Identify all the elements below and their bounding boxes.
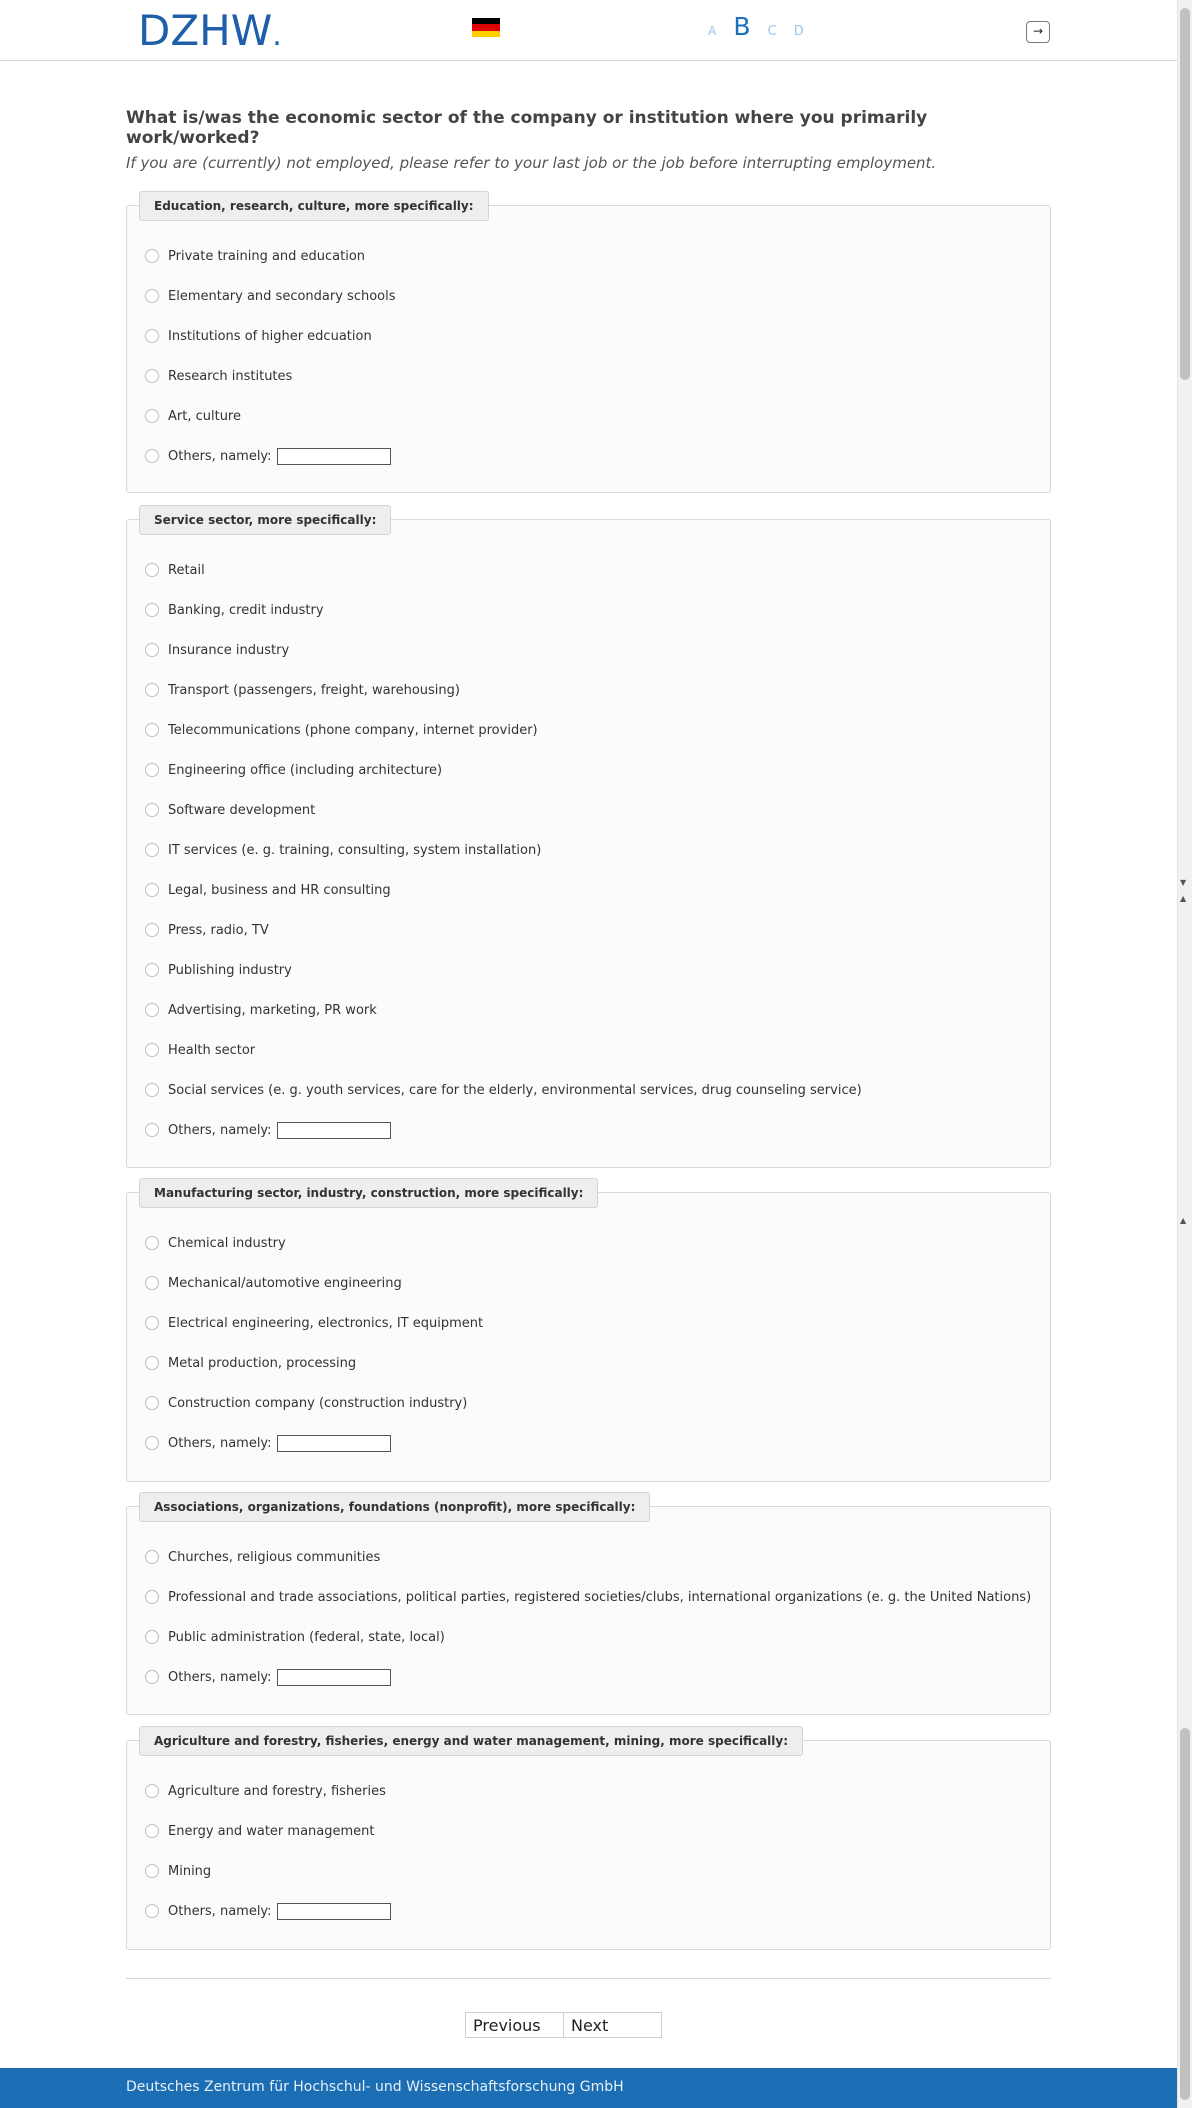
group-legend: Agriculture and forestry, fisheries, energy and water management, mining, more specifically:: [139, 1726, 803, 1756]
option-label: Construction company (construction industry): [168, 1395, 468, 1411]
radio-option[interactable]: [145, 1627, 445, 1647]
radio-button[interactable]: [145, 1864, 159, 1878]
option-label: Churches, religious communities: [168, 1549, 381, 1565]
option-label: Telecommunications (phone company, internet provider): [168, 722, 538, 738]
radio-button[interactable]: [145, 1396, 159, 1410]
option-label: Software development: [168, 802, 316, 818]
option-label: Agriculture and forestry, fisheries: [168, 1783, 386, 1799]
other-label: Others, namely:: [168, 448, 272, 464]
option-label: Professional and trade associations, political parties, registered societies/clubs, international organizations (e. g. the United Nations): [168, 1589, 1032, 1605]
question-instruction: If you are (currently) not employed, please refer to your last job or the job before interrupting employment.: [126, 154, 937, 172]
font-size-a[interactable]: A: [708, 24, 717, 38]
radio-option[interactable]: [145, 1353, 356, 1373]
radio-button[interactable]: [145, 763, 159, 777]
radio-option[interactable]: [145, 960, 292, 980]
flag-stripe-gold: [472, 31, 500, 37]
radio-option[interactable]: [145, 760, 442, 780]
navigation-buttons: [465, 2012, 661, 2036]
option-label: Public administration (federal, state, local): [168, 1629, 445, 1645]
radio-option[interactable]: [145, 286, 396, 306]
dzhw-logo[interactable]: [138, 6, 282, 55]
other-label: Others, namely:: [168, 1903, 272, 1919]
other-text-input[interactable]: [277, 1903, 391, 1920]
radio-button[interactable]: [145, 963, 159, 977]
radio-button[interactable]: [145, 1123, 159, 1137]
radio-button[interactable]: [145, 1083, 159, 1097]
option-label: Engineering office (including architecture): [168, 762, 443, 778]
radio-option[interactable]: [145, 1587, 1031, 1607]
divider: [126, 1978, 1051, 1979]
radio-option[interactable]: [145, 1233, 286, 1253]
option-label: Institutions of higher edcuation: [168, 328, 372, 344]
font-size-d[interactable]: D: [793, 24, 804, 39]
radio-option[interactable]: [145, 680, 460, 700]
sector-group: [126, 1186, 1051, 1482]
radio-button[interactable]: [145, 1550, 159, 1564]
scroll-up-arrow-icon[interactable]: ▲: [1180, 894, 1187, 903]
radio-option-other[interactable]: [145, 1901, 391, 1921]
previous-button[interactable]: Previous: [465, 2012, 564, 2038]
radio-option[interactable]: [145, 560, 205, 580]
other-text-input[interactable]: [277, 448, 391, 465]
option-label: Banking, credit industry: [168, 602, 324, 618]
radio-option[interactable]: [145, 840, 541, 860]
other-text-input[interactable]: [277, 1435, 391, 1452]
other-label: Others, namely:: [168, 1669, 272, 1685]
radio-option[interactable]: [145, 366, 292, 386]
sector-group: [126, 1734, 1051, 1950]
radio-option-other[interactable]: [145, 1667, 391, 1687]
radio-option[interactable]: [145, 1313, 483, 1333]
radio-button[interactable]: [145, 449, 159, 463]
radio-button[interactable]: [145, 1904, 159, 1918]
radio-option[interactable]: [145, 880, 391, 900]
other-label: Others, namely:: [168, 1435, 272, 1451]
radio-option-other[interactable]: [145, 1120, 391, 1140]
option-label: Advertising, marketing, PR work: [168, 1002, 377, 1018]
option-label: Transport (passengers, freight, warehousing): [168, 682, 460, 698]
logo-dot: .: [272, 18, 282, 53]
radio-option[interactable]: [145, 1393, 467, 1413]
option-label: Press, radio, TV: [168, 922, 269, 938]
scroll-up-arrow-icon[interactable]: ▲: [1180, 1216, 1187, 1225]
page-footer: [0, 2068, 1177, 2108]
radio-button[interactable]: [145, 803, 159, 817]
next-button[interactable]: Next: [563, 2012, 662, 2038]
option-label: Private training and education: [168, 248, 366, 264]
font-size-c[interactable]: C: [767, 24, 777, 39]
radio-option[interactable]: [145, 1040, 255, 1060]
radio-option[interactable]: [145, 720, 538, 740]
logo-text: DZHW: [138, 6, 273, 55]
radio-button[interactable]: [145, 1236, 159, 1250]
scrollbar-thumb-lower[interactable]: [1180, 1728, 1190, 2100]
sector-group: [126, 1500, 1051, 1715]
radio-button[interactable]: [145, 329, 159, 343]
radio-option[interactable]: [145, 1273, 402, 1293]
page-header: [0, 0, 1177, 61]
radio-option[interactable]: [145, 406, 241, 426]
group-legend: Service sector, more specifically:: [139, 505, 391, 535]
option-label: Electrical engineering, electronics, IT equipment: [168, 1315, 484, 1331]
option-label: Retail: [168, 562, 205, 578]
radio-button[interactable]: [145, 1630, 159, 1644]
radio-option-other[interactable]: [145, 446, 391, 466]
radio-button[interactable]: [145, 923, 159, 937]
radio-option[interactable]: [145, 326, 372, 346]
option-label: Social services (e. g. youth services, care for the elderly, environmental services, drug counseling service): [168, 1082, 862, 1098]
option-label: IT services (e. g. training, consulting, system installation): [168, 842, 542, 858]
radio-option[interactable]: [145, 1547, 380, 1567]
scroll-down-arrow-icon[interactable]: ▼: [1180, 878, 1187, 887]
option-label: Legal, business and HR consulting: [168, 882, 391, 898]
sector-group: [126, 199, 1051, 493]
radio-button[interactable]: [145, 1043, 159, 1057]
radio-button[interactable]: [145, 369, 159, 383]
sector-group: [126, 513, 1051, 1168]
group-legend: Education, research, culture, more specifically:: [139, 191, 489, 221]
option-label: Elementary and secondary schools: [168, 288, 396, 304]
option-label: Energy and water management: [168, 1823, 375, 1839]
radio-option[interactable]: [145, 1861, 211, 1881]
option-label: Mining: [168, 1863, 212, 1879]
group-legend: Manufacturing sector, industry, construction, more specifically:: [139, 1178, 598, 1208]
footer-text: Deutsches Zentrum für Hochschul- und Wissenschaftsforschung GmbH: [126, 2079, 624, 2095]
option-label: Chemical industry: [168, 1235, 286, 1251]
radio-option[interactable]: [145, 1781, 386, 1801]
radio-button[interactable]: [145, 1316, 159, 1330]
option-label: Metal production, processing: [168, 1355, 357, 1371]
radio-button[interactable]: [145, 563, 159, 577]
other-text-input[interactable]: [277, 1122, 391, 1139]
vertical-scrollbar[interactable]: [1177, 0, 1192, 2108]
radio-button[interactable]: [145, 643, 159, 657]
scrollbar-thumb[interactable]: [1180, 8, 1190, 380]
radio-button[interactable]: [145, 603, 159, 617]
other-label: Others, namely:: [168, 1122, 272, 1138]
radio-option-other[interactable]: [145, 1433, 391, 1453]
radio-option[interactable]: [145, 640, 289, 660]
radio-button[interactable]: [145, 723, 159, 737]
other-text-input[interactable]: [277, 1669, 391, 1686]
radio-button[interactable]: [145, 1436, 159, 1450]
radio-option[interactable]: [145, 600, 324, 620]
radio-button[interactable]: [145, 1824, 159, 1838]
radio-button[interactable]: [145, 683, 159, 697]
font-size-b[interactable]: B: [733, 12, 751, 41]
radio-option[interactable]: [145, 246, 365, 266]
radio-button[interactable]: [145, 1003, 159, 1017]
radio-button[interactable]: [145, 289, 159, 303]
option-label: Mechanical/automotive engineering: [168, 1275, 402, 1291]
group-legend: Associations, organizations, foundations (nonprofit), more specifically:: [139, 1492, 650, 1522]
font-size-selector: [708, 12, 816, 46]
radio-button[interactable]: [145, 1356, 159, 1370]
radio-option[interactable]: [145, 1080, 862, 1100]
radio-option[interactable]: [145, 920, 269, 940]
logout-icon: →: [1032, 24, 1044, 38]
radio-option[interactable]: [145, 1000, 377, 1020]
question-title: What is/was the economic sector of the company or institution where you primarily work/worked?: [126, 108, 928, 148]
option-label: Research institutes: [168, 368, 293, 384]
option-label: Publishing industry: [168, 962, 292, 978]
radio-option[interactable]: [145, 1821, 375, 1841]
option-label: Health sector: [168, 1042, 256, 1058]
radio-option[interactable]: [145, 800, 315, 820]
radio-button[interactable]: [145, 843, 159, 857]
radio-button[interactable]: [145, 249, 159, 263]
radio-button[interactable]: [145, 409, 159, 423]
german-flag-icon[interactable]: [472, 18, 500, 37]
logout-button[interactable]: [1026, 21, 1050, 43]
radio-button[interactable]: [145, 1276, 159, 1290]
radio-button[interactable]: [145, 1670, 159, 1684]
option-label: Art, culture: [168, 408, 241, 424]
option-label: Insurance industry: [168, 642, 290, 658]
radio-button[interactable]: [145, 1784, 159, 1798]
radio-button[interactable]: [145, 1590, 159, 1604]
radio-button[interactable]: [145, 883, 159, 897]
